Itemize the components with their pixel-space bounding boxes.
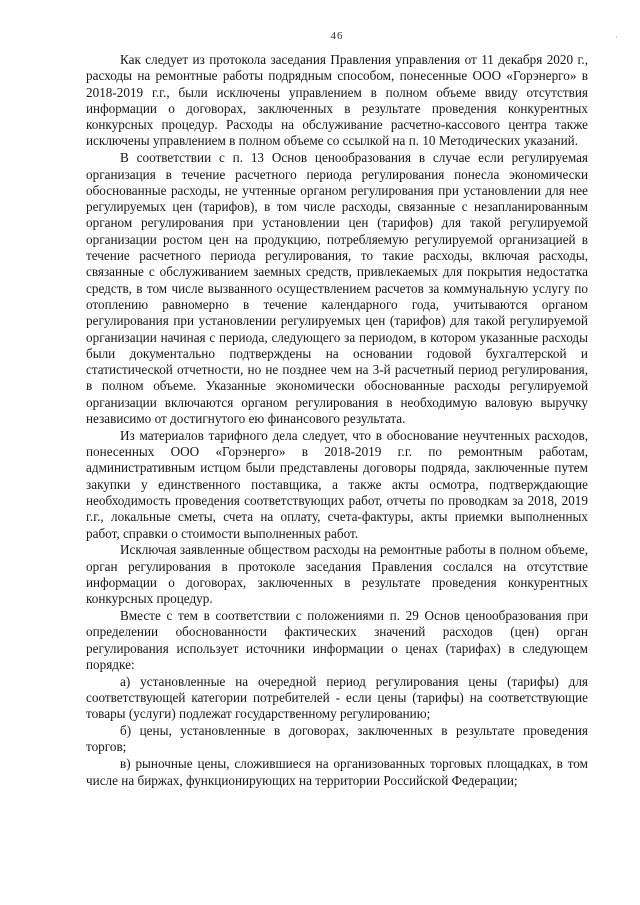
list-item-a: а) установленные на очередной период регулирования цены (тарифы) для соответствующей категории потребителей - если цены (тарифы) на соответствующие товары (услуги) подлежат государственному регулированию;	[86, 673, 588, 722]
paragraph-osnov-29: Вместе с тем в соответствии с положениями п. 29 Основ ценообразования при определении обоснованности фактических значений расходов (цен) орган регулирования использует источники информации о ценах (тарифах) в следующем порядке:	[86, 608, 588, 672]
list-item-v: в) рыночные цены, сложившиеся на организованных торговых площадках, в том числе на биржах, функционирующих на территории Российской Федерации;	[86, 756, 588, 788]
list-item-b: б) цены, установленные в договорах, заключенных в результате проведения торгов;	[86, 723, 588, 755]
page-number: 46	[330, 30, 344, 42]
scan-mark-icon: ·	[615, 32, 618, 42]
document-body	[86, 52, 588, 789]
paragraph-tariff-materials: Из материалов тарифного дела следует, что в обоснование неучтенных расходов, понесенных ООО «Горэнерго» в 2018-2019 г.г. по ремонтным работам, административным истцом были представлены договоры подряда, заключенные путем закупки у единственного поставщика, а также акты осмотра, подтверждающие необходимость проведения соответствующих работ, отчеты по проводкам за 2018, 2019 г.г., локальные сметы, счета на оплату, счета-фактуры, акты приемки выполненных работ, справки о стоимости выполненных работ.	[86, 427, 588, 541]
paragraph-exclusion-reason: Исключая заявленные обществом расходы на ремонтные работы в полном объеме, орган регулирования в протоколе заседания Правления сослался на отсутствие информации о договорах, заключенных в результате проведения конкурентных конкурсных процедур.	[86, 542, 588, 607]
paragraph-protocol-exclusion: Как следует из протокола заседания Правления управления от 11 декабря 2020 г., расходы на ремонтные работы подрядным способом, понесенные ООО «Горэнерго» в 2018-2019 г.г., были исключены управлением в полном объеме ввиду отсутствия информации о договорах, заключенных в результате проведения конкурентных конкурсных процедур. Расходы на обслуживание расчетно-кассового центра также исключены управлением в полном объеме со ссылкой на п. 10 Методических указаний.	[86, 52, 588, 149]
paragraph-osnov-13: В соответствии с п. 13 Основ ценообразования в случае если регулируемая организация в течение расчетного периода регулирования понесла экономически обоснованные расходы, не учтенные органом регулирования при установлении для нее регулируемых цен (тарифов), в том числе расходы, связанные с незапланированным органом регулирования при установлении цен (тарифов) для такой регулируемой организации ростом цен на продукцию, потребляемую регулируемой организацией в течение расчетного периода регулирования, то такие расходы, включая расходы, связанные с обслуживанием заемных средств, привлекаемых для покрытия недостатка средств, в том числе вызванного осуществлением расчетов за коммунальную услугу по отоплению равномерно в течение календарного года, учитываются органом регулирования при установлении регулируемых цен (тарифов) для такой регулируемой организации начиная с периода, следующего за периодом, в котором указанные расходы были документально подтверждены на основании годовой бухгалтерской и статистической отчетности, но не позднее чем на 3-й расчетный период регулирования, в полном объеме. Указанные экономически обоснованные расходы регулируемой организации включаются органом регулирования в необходимую валовую выручку независимо от достигнутого ею финансового результата.	[86, 150, 588, 427]
